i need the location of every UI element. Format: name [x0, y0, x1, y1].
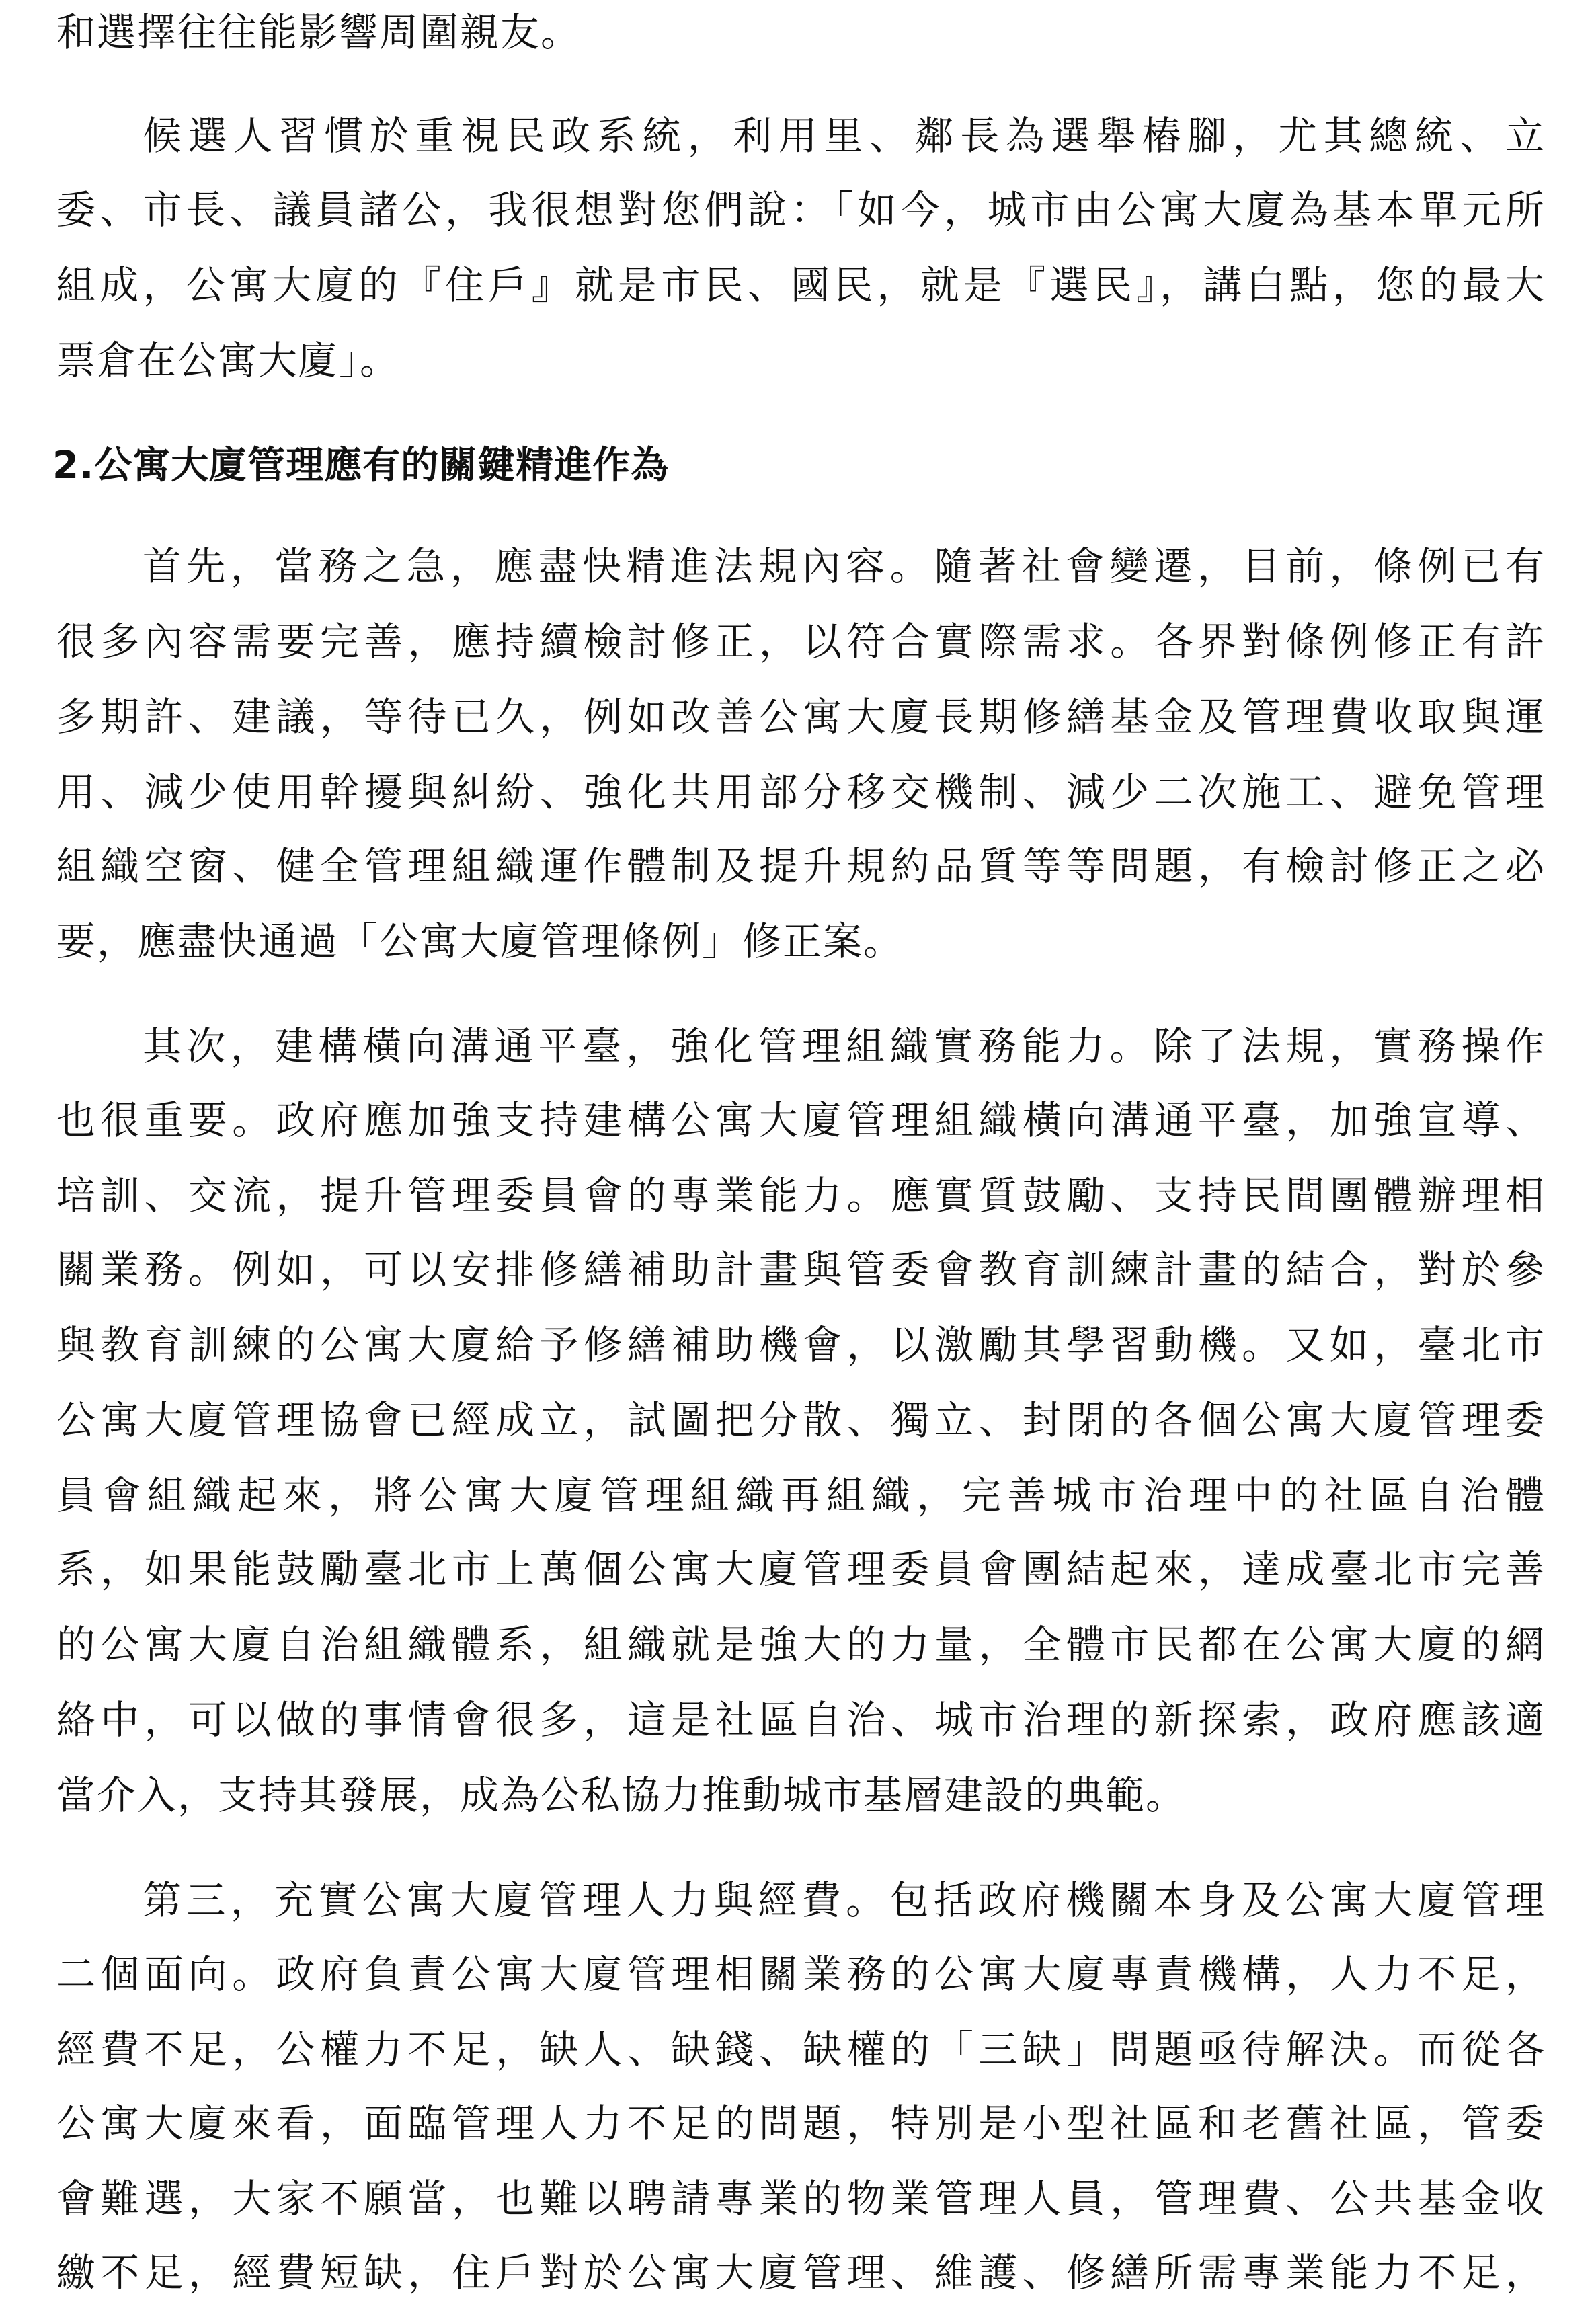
paragraph-5-line: 二個面向。政府負責公寓大廈管理相關業務的公寓大廈專責機構，人力不足，	[56, 1951, 1546, 1997]
paragraph-2-line: 委、市長、議員諸公，我很想對您們說：「如今，城市由公寓大廈為基本單元所	[56, 187, 1546, 233]
paragraph-1-line: 和選擇往往能影響周圍親友。	[56, 9, 582, 55]
paragraph-3-line: 組織空窗、健全管理組織運作體制及提升規約品質等等問題，有檢討修正之必	[56, 843, 1546, 889]
paragraph-3-line: 首先，當務之急，應盡快精進法規內容。隨著社會變遷，目前，條例已有	[143, 543, 1546, 589]
paragraph-2-line: 票倉在公寓大廈」。	[56, 338, 401, 383]
paragraph-4-line: 與教育訓練的公寓大廈給予修繕補助機會，以激勵其學習動機。又如，臺北市	[56, 1322, 1546, 1368]
paragraph-5-line: 會難選，大家不願當，也難以聘請專業的物業管理人員，管理費、公共基金收	[56, 2176, 1546, 2222]
paragraph-5-line: 經費不足，公權力不足，缺人、缺錢、缺權的「三缺」問題亟待解決。而從各	[56, 2027, 1546, 2072]
paragraph-5-line: 第三，充實公寓大廈管理人力與經費。包括政府機關本身及公寓大廈管理	[143, 1877, 1546, 1923]
paragraph-2-line: 組成，公寓大廈的『住戶』就是市民、國民，就是『選民』，講白點，您的最大	[56, 262, 1546, 308]
paragraph-4-line: 公寓大廈管理協會已經成立，試圖把分散、獨立、封閉的各個公寓大廈管理委	[56, 1397, 1546, 1443]
section-heading: 2.公寓大廈管理應有的關鍵精進作為	[52, 444, 670, 487]
paragraph-4-line: 其次，建構橫向溝通平臺，強化管理組織實務能力。除了法規，實務操作	[143, 1023, 1546, 1069]
paragraph-4-line: 關業務。例如，可以安排修繕補助計畫與管委會教育訓練計畫的結合，對於參	[56, 1247, 1546, 1292]
paragraph-3-line: 用、減少使用幹擾與糾紛、強化共用部分移交機制、減少二次施工、避免管理	[56, 769, 1546, 815]
paragraph-3-line: 很多內容需要完善，應持續檢討修正，以符合實際需求。各界對條例修正有許	[56, 619, 1546, 664]
paragraph-3-line: 要，應盡快通過「公寓大廈管理條例」修正案。	[56, 918, 904, 964]
paragraph-4-line: 也很重要。政府應加強支持建構公寓大廈管理組織橫向溝通平臺，加強宣導、	[56, 1097, 1546, 1143]
paragraph-4-line: 絡中，可以做的事情會很多，這是社區自治、城市治理的新探索，政府應該適	[56, 1697, 1546, 1743]
paragraph-4-line: 員會組織起來，將公寓大廈管理組織再組織，完善城市治理中的社區自治體	[56, 1472, 1546, 1518]
paragraph-5-line: 繳不足，經費短缺，住戶對於公寓大廈管理、維護、修繕所需專業能力不足，	[56, 2250, 1546, 2295]
paragraph-4-line: 的公寓大廈自治組織體系，組織就是強大的力量，全體市民都在公寓大廈的網	[56, 1622, 1546, 1667]
paragraph-4-line: 培訓、交流，提升管理委員會的專業能力。應實質鼓勵、支持民間團體辦理相	[56, 1173, 1546, 1218]
paragraph-4-line: 當介入，支持其發展，成為公私協力推動城市基層建設的典範。	[56, 1772, 1187, 1818]
paragraph-4-line: 系，如果能鼓勵臺北市上萬個公寓大廈管理委員會團結起來，達成臺北市完善	[56, 1546, 1546, 1592]
paragraph-5-line: 公寓大廈來看，面臨管理人力不足的問題，特別是小型社區和老舊社區，管委	[56, 2100, 1546, 2146]
paragraph-3-line: 多期許、建議，等待已久，例如改善公寓大廈長期修繕基金及管理費收取與運	[56, 694, 1546, 740]
paragraph-2-line: 候選人習慣於重視民政系統，利用里、鄰長為選舉樁腳，尤其總統、立	[143, 113, 1546, 159]
